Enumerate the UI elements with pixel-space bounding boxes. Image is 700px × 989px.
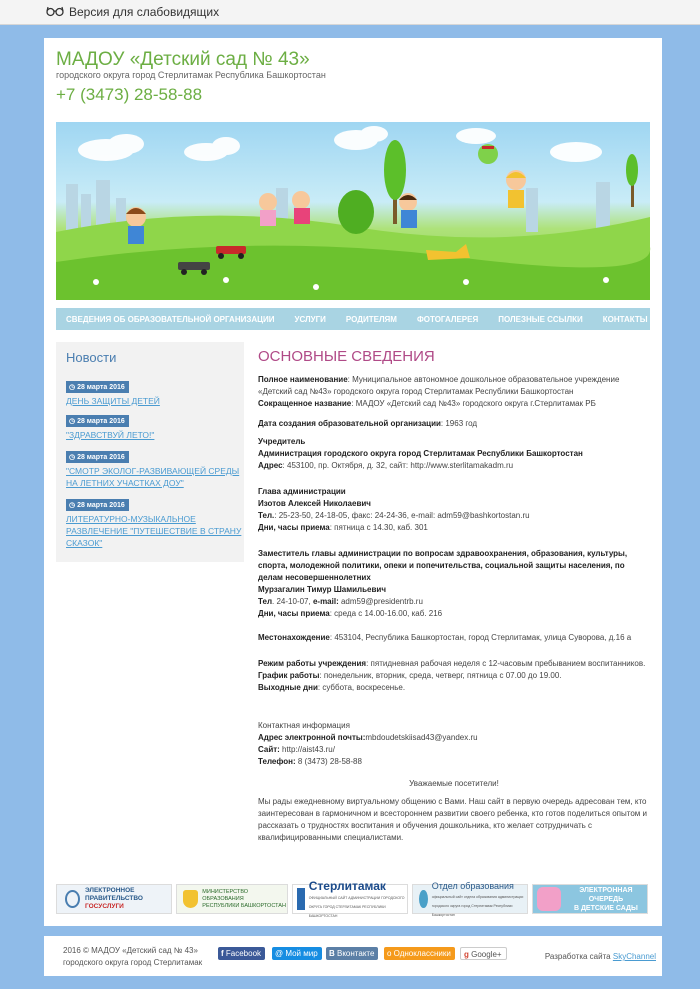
nav-item-contacts[interactable]: КОНТАКТЫ	[602, 314, 648, 324]
googleplus-label: Google+	[471, 950, 502, 959]
partner-education-title: Отдел образования	[431, 880, 514, 891]
full-name-label: Полное наименование	[258, 375, 348, 384]
full-name-value: : Муниципальное автономное дошкольное образовательное учреждение «Детский сад №43» городского округа город Стерлитамак Республики Башкортостан	[258, 375, 620, 396]
news-item	[66, 376, 242, 407]
email-value[interactable]: mbdoudetskiisad43@yandex.ru	[365, 733, 478, 742]
nav-item-organization-info[interactable]: СВЕДЕНИЯ ОБ ОБРАЗОВАТЕЛЬНОЙ ОРГАНИЗАЦИИ	[66, 314, 275, 324]
site-title[interactable]: МАДОУ «Детский сад № 43»	[56, 49, 310, 70]
founder-address-value: : 453100, пр. Октября, д. 32, сайт: http://www.sterlitamakadm.ru	[282, 461, 514, 470]
site-value[interactable]: http://aist43.ru/	[279, 745, 335, 754]
phone-value: 8 (3473) 28-58-88	[295, 757, 362, 766]
news-item	[66, 410, 242, 441]
partner-ministry-subtitle: РЕСПУБЛИКИ БАШКОРТОСТАН	[202, 902, 286, 909]
deputy-name: Мурзагалин Тимур Шамильевич	[258, 585, 386, 594]
contact-heading: Контактная информация	[258, 721, 350, 730]
partner-ministry[interactable]	[176, 884, 288, 914]
news-item	[66, 446, 242, 489]
news-link[interactable]: "ЗДРАВСТВУЙ ЛЕТО!"	[66, 430, 155, 440]
copyright-sub: городского округа город Стерлитамак	[63, 958, 203, 967]
short-name-label: Сокращенное название	[258, 399, 352, 408]
partner-e-queue[interactable]	[532, 884, 648, 914]
head-phone-label: Тел.	[258, 511, 275, 520]
partner-egov-title: ЭЛЕКТРОННОЕ ПРАВИТЕЛЬСТВО	[85, 887, 143, 902]
footer-copyright	[63, 945, 202, 969]
page-title: ОСНОВНЫЕ СВЕДЕНИЯ	[258, 348, 435, 365]
greeting: Уважаемые посетители!	[409, 779, 499, 788]
moimir-label: Мой мир	[285, 949, 318, 958]
banner-illustration	[56, 122, 650, 300]
nav-item-useful-links[interactable]: ПОЛЕЗНЫЕ ССЫЛКИ	[498, 314, 583, 324]
news-link[interactable]: ЛИТЕРАТУРНО-МУЗЫКАЛЬНОЕ РАЗВЛЕЧЕНИЕ "ПУТЕШЕСТВИЕ В СТРАНУ СКАЗОК"	[66, 514, 242, 548]
founder-name: Администрация городского округа город Стерлитамак Республики Башкортостан	[258, 449, 583, 458]
education-dept-icon	[419, 890, 428, 908]
odnoklassniki-label: Одноклассники	[393, 949, 451, 958]
partner-education-dept[interactable]	[412, 880, 528, 917]
facebook-label: Facebook	[225, 949, 262, 958]
googleplus-share-button[interactable]	[460, 947, 507, 960]
news-date-badge	[66, 451, 129, 463]
news-date-badge	[66, 499, 129, 511]
partner-e-queue-title: ЭЛЕКТРОННАЯ ОЧЕРЕДЬ	[579, 886, 633, 903]
page-content	[44, 38, 662, 926]
clock-icon: ◷	[69, 418, 78, 425]
vk-icon: B	[329, 949, 337, 958]
head-name: Изотов Алексей Николаевич	[258, 499, 371, 508]
founder-label: Учредитель	[258, 437, 306, 446]
partner-ministry-title: МИНИСТЕРСТВО ОБРАЗОВАНИЯ	[202, 888, 249, 902]
glasses-icon[interactable]	[46, 5, 64, 17]
mode-label: Режим работы учреждения	[258, 659, 367, 668]
deputy-email-value: adm59@presidentrb.ru	[338, 597, 423, 606]
partner-e-queue-subtitle: В ДЕТСКИЕ САДЫ	[573, 904, 638, 912]
deputy-row	[258, 548, 650, 620]
news-date: 28 марта 2016	[77, 418, 125, 425]
deputy-hours-label: Дни, часы приема	[258, 609, 330, 618]
facebook-icon: f	[221, 949, 226, 958]
site-label: Сайт:	[258, 745, 280, 754]
children-icon	[537, 887, 561, 911]
schedule-value: : понедельник, вторник, среда, четверг, пятница с 07.00 до 19.00.	[319, 671, 562, 680]
nav-item-photo-gallery[interactable]: ФОТОГАЛЕРЕЯ	[416, 314, 479, 324]
odnoklassniki-share-button[interactable]	[384, 947, 455, 960]
phone-label: Телефон:	[258, 757, 296, 766]
mode-value: : пятидневная рабочая неделя с 12-часовым пребыванием воспитанников.	[366, 659, 646, 668]
moimir-share-button[interactable]	[272, 947, 322, 960]
vkontakte-label: Вконтакте	[337, 949, 375, 958]
location-label: Местонахождение	[258, 633, 330, 642]
partner-egov-subtitle: ГОСУСЛУГИ	[85, 903, 124, 910]
partner-sterlitamak[interactable]	[292, 878, 408, 918]
partner-banners	[56, 878, 650, 918]
short-name-row	[258, 398, 650, 410]
site-phone: +7 (3473) 28-58-88	[56, 85, 203, 104]
facebook-share-button[interactable]	[218, 947, 265, 960]
founder-address-label: Адрес	[258, 461, 283, 470]
founded-row	[258, 418, 650, 430]
clock-icon: ◷	[69, 454, 78, 461]
news-item	[66, 494, 242, 549]
news-date: 28 марта 2016	[77, 454, 125, 461]
ministry-emblem-icon	[183, 890, 198, 908]
email-label: Адрес электронной почты:	[258, 733, 366, 742]
deputy-hours-value: : среда с 14.00-16.00, каб. 216	[329, 609, 443, 618]
news-date-badge	[66, 415, 129, 427]
site-subtitle: городского округа город Стерлитамак Республика Башкортостан	[56, 70, 326, 80]
clock-icon: ◷	[69, 502, 78, 509]
news-link[interactable]: ДЕНЬ ЗАЩИТЫ ДЕТЕЙ	[66, 396, 160, 406]
partner-egov[interactable]	[56, 884, 172, 914]
founder-row	[258, 436, 650, 472]
news-date: 28 марта 2016	[77, 502, 125, 509]
nav-item-services[interactable]: УСЛУГИ	[294, 314, 326, 324]
visually-impaired-link[interactable]: Версия для слабовидящих	[69, 5, 220, 19]
googleplus-icon: g	[464, 950, 472, 959]
deputy-phone-label: Тел	[258, 597, 273, 606]
header-banner	[56, 122, 650, 300]
deputy-phone-value: . 24-10-07,	[272, 597, 313, 606]
mode-row	[258, 658, 650, 694]
full-name-row	[258, 374, 650, 398]
partner-sterlitamak-subtitle: ОФИЦИАЛЬНЫЙ САЙТ АДМИНИСТРАЦИИ ГОРОДСКОГО ОКРУГА ГОРОД СТЕРЛИТАМАК РЕСПУБЛИКИ БАШКОРТОСТАН	[308, 895, 405, 918]
news-link[interactable]: "СМОТР ЭКОЛОГ-РАЗВИВАЮЩЕЙ СРЕДЫ НА ЛЕТНИХ УЧАСТКАХ ДОУ"	[66, 466, 240, 488]
egov-icon	[65, 890, 80, 908]
developer-label: Разработка сайта	[544, 952, 611, 961]
vkontakte-share-button[interactable]	[326, 947, 378, 960]
founded-label: Дата создания образовательной организации	[258, 419, 441, 428]
footer	[44, 936, 662, 976]
short-name-value: : МАДОУ «Детский сад №43» городского округа г.Стерлитамак РБ	[351, 399, 596, 408]
news-sidebar	[56, 342, 244, 562]
head-row	[258, 486, 650, 534]
topbar	[0, 0, 700, 25]
head-phone-value: : 25-23-50, 24-18-05, факс: 24-24-36, e-mail: adm59@bashkortostan.ru	[274, 511, 530, 520]
head-hours-value: : пятница с 14.30, каб. 301	[329, 523, 428, 532]
main-nav	[56, 308, 650, 330]
weekend-value: : суббота, воскресенье.	[317, 683, 406, 692]
founded-value: : 1963 год	[440, 419, 478, 428]
deputy-label: Заместитель главы администрации по вопросам здравоохранения, образования, культуры, спорта, молодежной политики, опеки и попечительства, социальной защиты населения, по делам несовершеннолетних	[258, 549, 628, 582]
news-heading: Новости	[66, 350, 117, 365]
location-row	[258, 632, 650, 644]
news-date-badge	[66, 381, 129, 393]
clock-icon: ◷	[69, 384, 78, 391]
partner-education-subtitle: официальный сайт отдела образования администрации городского округа город Стерлитамак Республики Башкортостан	[431, 894, 524, 917]
welcome-text: Мы рады ежедневному виртуальному общению с Вами. Наш сайт в первую очередь адресован тем, кто заинтересован в гармоничном и всестороннем развитии своего ребенка, кто готов поделиться опытом и рассказать о трудностях воспитания и обучения дошкольника, кто желает сотрудничать с квалифицированными специалистами.	[258, 797, 647, 842]
schedule-label: График работы	[258, 671, 320, 680]
head-label: Глава администрации	[258, 487, 346, 496]
main-content	[258, 348, 650, 842]
nav-item-parents[interactable]: РОДИТЕЛЯМ	[345, 314, 397, 324]
head-hours-label: Дни, часы приема	[258, 523, 330, 532]
ok-icon: o	[387, 949, 394, 958]
developer-credit	[545, 952, 656, 961]
copyright-text: 2016 © МАДОУ «Детский сад № 43»	[63, 946, 198, 955]
news-date: 28 марта 2016	[77, 384, 125, 391]
location-value: : 453104, Республика Башкортостан, город Стерлитамак, улица Суворова, д.16 а	[329, 633, 632, 642]
deputy-email-label: e-mail:	[312, 597, 339, 606]
city-emblem-icon	[297, 888, 305, 910]
moimir-icon: @	[275, 949, 286, 958]
contact-row	[258, 720, 650, 768]
weekend-label: Выходные дни	[258, 683, 318, 692]
developer-link[interactable]: SkyChannel	[612, 952, 656, 961]
partner-sterlitamak-title: Стерлитамак	[308, 878, 386, 893]
